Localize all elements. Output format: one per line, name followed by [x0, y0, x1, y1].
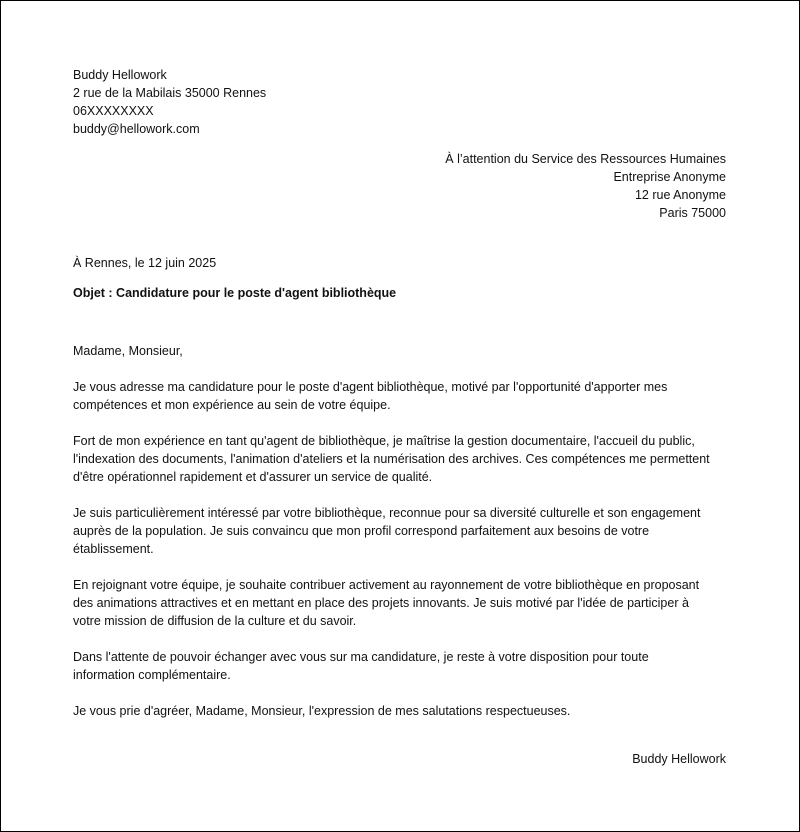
- body-paragraph: [73, 576, 733, 630]
- sender-phone: 06XXXXXXXX: [73, 104, 154, 118]
- closing-paragraph: [73, 702, 733, 720]
- recipient-block: [445, 150, 726, 222]
- paragraph-line: Je suis particulièrement intéressé par votre bibliothèque, reconnue pour sa diversité culturelle et son engagement: [73, 506, 701, 520]
- paragraph-line: des animations attractives et en mettant en place des projets innovants. Je suis motivé par l'idée de participer à: [73, 596, 689, 610]
- paragraph-line: Je vous prie d'agréer, Madame, Monsieur, l'expression de mes salutations respectueuses.: [73, 704, 571, 718]
- salutation: Madame, Monsieur,: [73, 344, 183, 358]
- paragraph-line: auprès de la population. Je suis convaincu que mon profil correspond parfaitement aux besoins de votre: [73, 524, 650, 538]
- paragraph-line: Fort de mon expérience en tant qu'agent de bibliothèque, je maîtrise la gestion documentaire, l'accueil du public,: [73, 434, 695, 448]
- paragraph-line: compétences et mon expérience au sein de votre équipe.: [73, 398, 391, 412]
- sender-email: buddy@hellowork.com: [73, 122, 200, 136]
- body-paragraph: [73, 648, 733, 684]
- paragraph-line: En rejoignant votre équipe, je souhaite contribuer activement au rayonnement de votre bibliothèque en proposant: [73, 578, 700, 592]
- recipient-attention: À l’attention du Service des Ressources Humaines: [445, 152, 726, 166]
- sender-address: 2 rue de la Mabilais 35000 Rennes: [73, 86, 267, 100]
- paragraph-line: Dans l'attente de pouvoir échanger avec vous sur ma candidature, je reste à votre disposition pour toute: [73, 650, 649, 664]
- recipient-city: Paris 75000: [659, 206, 726, 220]
- paragraph-line: établissement.: [73, 542, 154, 556]
- body-paragraph: [73, 432, 733, 486]
- paragraph-line: information complémentaire.: [73, 668, 231, 682]
- letter-subject: Objet : Candidature pour le poste d'agent bibliothèque: [73, 286, 397, 300]
- letter-body: [73, 342, 733, 738]
- paragraph-line: Je vous adresse ma candidature pour le poste d'agent bibliothèque, motivé par l'opportunité d'apporter mes: [73, 380, 668, 394]
- paragraph-line: votre mission de diffusion de la culture et du savoir.: [73, 614, 357, 628]
- paragraph-line: l'indexation des documents, l'animation d'ateliers et la numérisation des archives. Ces compétences me permettent: [73, 452, 710, 466]
- sender-block: [73, 66, 266, 138]
- letter-date: À Rennes, le 12 juin 2025: [73, 256, 217, 270]
- sender-name: Buddy Hellowork: [73, 68, 167, 82]
- paragraph-line: d'être opérationnel rapidement et d'assurer un service de qualité.: [73, 470, 433, 484]
- recipient-street: 12 rue Anonyme: [634, 188, 726, 202]
- recipient-company: Entreprise Anonyme: [613, 170, 726, 184]
- body-paragraph: [73, 378, 733, 414]
- body-paragraph: [73, 504, 733, 558]
- signature: Buddy Hellowork: [632, 752, 726, 766]
